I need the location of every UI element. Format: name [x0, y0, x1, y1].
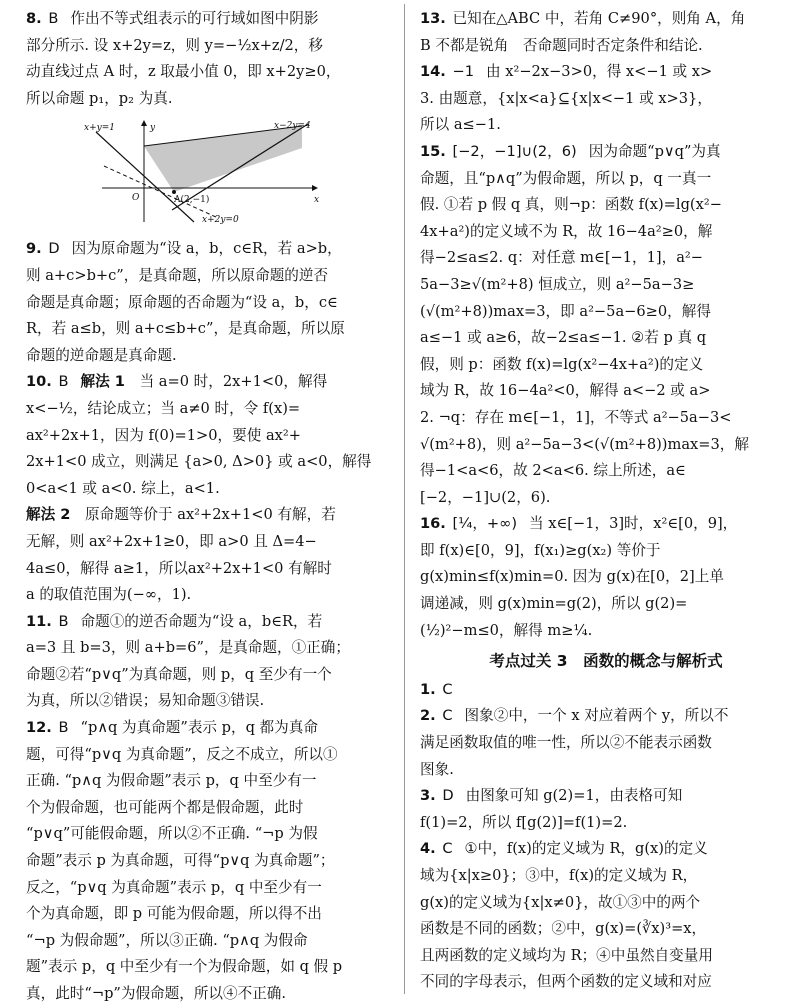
answer-12 [26, 715, 398, 1008]
q13-num: 13. [420, 10, 446, 27]
s4-line: ①中，f(x)的定义域为 R，g(x)的定义 [464, 840, 708, 858]
s3-line: f(1)=2，所以 f[g(2)]=f(1)=2. [420, 813, 628, 831]
label-x-plus-2y-eq-0: x+2y=0 [202, 215, 239, 226]
q15-num: 15. [420, 142, 446, 160]
q16-line: 调递减，则 g(x)min=g(2)，所以 g(2)= [420, 595, 688, 613]
q11-line: 命题②若“p∨q”为真命题，则 p，q 至少有一个 [26, 665, 332, 683]
label-point-a: A(2,−1) [174, 195, 210, 206]
q12-line: 题，可得“p∨q 为真命题”，反之不成立，所以① [26, 745, 338, 763]
answer-16 [420, 511, 790, 644]
q11-line: 为真，所以②错误；易知命题③错误. [26, 692, 265, 710]
q16-answer: [¼，+∞) [452, 515, 518, 533]
s2-answer: C [442, 707, 453, 725]
q9-line: R，若 a≤b，则 a+c≤b+c”，是真命题，所以原 [26, 320, 345, 338]
q12-line: 个为真命题，即 p 可能为假命题，所以得不出 [26, 905, 322, 923]
q15-line: 得−1<a<6，故 2<a<6. 综上所述，a∈ [420, 462, 686, 480]
answer-9 [26, 236, 398, 369]
q15-line: 2. ¬q：存在 m∈[−1，1]，不等式 a²−5a−3< [420, 408, 732, 426]
q10-line: ax²+2x+1，因为 f(0)=1>0，要使 ax²+ [26, 426, 301, 444]
answer-15 [420, 139, 790, 511]
s4-answer: C [442, 840, 453, 858]
answer-10 [26, 369, 398, 608]
q10-line: 0<a<1 或 a<0. 综上，a<1. [26, 479, 220, 497]
s1-answer: C [442, 680, 453, 698]
q11-num: 11. [26, 612, 52, 630]
answer-8 [26, 6, 398, 112]
q13-line: B 不都是锐角 否命题同时否定条件和结论. [420, 36, 703, 54]
q8-line: 动直线过点 A 时，z 取最小值 0，即 x+2y≥0， [26, 63, 341, 81]
label-x-plus-y-eq-1: x+y=1 [84, 123, 115, 134]
answer-11 [26, 609, 398, 715]
s2-num: 2. [420, 707, 436, 725]
q15-line: 假，则 p：函数 f(x)=lg(x²−4x+a²)的定义 [420, 355, 704, 373]
q16-num: 16. [420, 515, 446, 533]
q15-line: 域为 R，故 16−4a²<0，解得 a<−2 或 a> [420, 382, 711, 400]
q15-answer: [−2，−1]∪(2，6) [452, 142, 577, 160]
q10-line2: 原命题等价于 ax²+2x+1<0 有解，若 [85, 506, 336, 524]
q10-line2: a 的取值范围为(−∞，1). [26, 586, 192, 604]
q15-line: a≤−1 或 a≥6，故−2≤a≤−1. ②若 p 真 q [420, 329, 707, 347]
answer-14 [420, 59, 790, 139]
s2-line: 满足函数取值的唯一性，所以②不能表示函数 [420, 734, 712, 752]
label-origin: O [132, 193, 140, 204]
q11-answer: B [58, 612, 69, 630]
q15-line: [−2，−1]∪(2，6). [420, 488, 551, 506]
q12-line: 个为假命题，也可能两个都是假命题，此时 [26, 798, 304, 816]
q9-answer: D [48, 240, 60, 258]
q8-num: 8. [26, 10, 42, 27]
feasible-region-figure [82, 118, 382, 226]
q10-line: x<−½，结论成立；当 a≠0 时，令 f(x)= [26, 399, 301, 417]
q9-num: 9. [26, 240, 42, 258]
q9-line: 则 a+c>b+c”，是真命题，所以原命题的逆否 [26, 266, 329, 284]
s2-line: 图象. [420, 760, 454, 778]
answer-13 [420, 6, 790, 59]
s4-num: 4. [420, 840, 436, 858]
s1-num: 1. [420, 680, 436, 698]
q16-line: (½)²−m≤0，解得 m≥¼. [420, 621, 593, 639]
q11-line: a=3 且 b=3，则 a+b=6”，是真命题，①正确； [26, 639, 350, 657]
q15-line: 命题，且“p∧q”为假命题，所以 p，q 一真一 [420, 169, 712, 187]
q13-line: 已知在△ABC 中，若角 C≠90°，则角 A，角 [452, 10, 746, 27]
left-column [26, 6, 398, 1008]
q12-answer: B [58, 719, 69, 737]
s4-line: 不同的字母表示，但两个函数的定义域和对应 [420, 973, 712, 991]
s3-line: 由图象可知 g(2)=1，由表格可知 [465, 787, 683, 805]
q11-line: 命题①的逆否命题为“设 a，b∈R，若 [80, 612, 323, 630]
label-x-axis: x [314, 195, 320, 206]
label-y-axis: y [150, 123, 156, 134]
q12-line: 真，此时“¬p”为假命题，所以④不正确. [26, 985, 287, 1002]
column-divider [404, 4, 405, 994]
q8-line: 作出不等式组表示的可行域如图中阴影 [70, 10, 319, 27]
point-a [172, 190, 176, 194]
q12-num: 12. [26, 719, 52, 737]
q12-line: 正确. “p∧q 为假命题”表示 p，q 中至少有一 [26, 772, 317, 790]
q10-line: 当 a=0 时，2x+1<0，解得 [139, 373, 328, 391]
q10-method2: 解法 2 [26, 506, 71, 524]
y-axis-arrow [141, 120, 147, 126]
coordinate-plot [82, 118, 382, 226]
q10-num: 10. [26, 373, 52, 391]
q15-line: 假. ①若 p 假 q 真，则¬p：函数 f(x)=lg(x²− [420, 196, 722, 214]
q15-line: 因为命题“p∨q”为真 [588, 142, 721, 160]
s4-line: 函数是不同的函数；②中，g(x)=(∛x)³=x， [420, 920, 707, 938]
q10-line2: 4a≤0，解得 a≥1，所以ax²+2x+1<0 有解时 [26, 559, 332, 577]
answer-s1 [420, 677, 790, 704]
q15-line: 5a−3≥√(m²+8) 恒成立，则 a²−5a−3≥ [420, 275, 695, 293]
q14-answer: −1 [452, 63, 475, 81]
s2-line: 图象②中，一个 x 对应着两个 y，所以不 [464, 707, 729, 725]
q10-answer: B [58, 373, 69, 391]
s3-num: 3. [420, 787, 436, 805]
label-x-minus-2y-eq-4: x−2y=4 [274, 121, 311, 132]
q16-line: 即 f(x)∈[0，9]，f(x₁)≥g(x₂) 等价于 [420, 541, 661, 559]
q16-line: 当 x∈[−1，3]时，x²∈[0，9]， [529, 515, 738, 533]
q8-answer: B [48, 10, 59, 27]
q10-line2: 无解，则 ax²+2x+1≥0，即 a>0 且 Δ=4− [26, 532, 317, 550]
q8-line: 部分所示. 设 x+2y=z，则 y=−½x+z/2，移 [26, 36, 323, 54]
section-title: 考点过关 3 函数的概念与解析式 [489, 652, 723, 671]
q16-line: g(x)min≤f(x)min=0. 因为 g(x)在[0，2]上单 [420, 568, 724, 586]
s4-line: 域为{x|x≥0}；③中，f(x)的定义域为 R， [420, 867, 698, 884]
q8-line: 所以命题 p₁，p₂ 为真. [26, 89, 173, 107]
q15-line: √(m²+8)，则 a²−5a−3<(√(m²+8))max=3，解 [420, 435, 749, 453]
q12-line: “¬p 为假命题”，所以③正确. “p∧q 为假命 [26, 931, 308, 949]
q12-line: “p∧q 为真命题”表示 p，q 都为真命 [80, 719, 318, 737]
q12-line: 反之，“p∨q 为真命题”表示 p，q 中至少有一 [26, 878, 322, 896]
q14-line: 3. 由题意，{x|x<a}⊆{x|x<−1 或 x>3}， [420, 89, 712, 107]
answer-s4 [420, 836, 790, 996]
s4-line: g(x)的定义域为{x|x≠0}，故①③中的两个 [420, 893, 701, 911]
s4-line: 且两函数的定义域均为 R；④中虽然自变量用 [420, 946, 713, 964]
q15-line: (√(m²+8))max=3，即 a²−5a−6≥0，解得 [420, 302, 711, 320]
q14-line: 由 x²−2x−3>0，得 x<−1 或 x> [486, 63, 713, 81]
answer-s3 [420, 783, 790, 836]
q10-method1: 解法 1 [80, 373, 125, 391]
q9-line: 因为原命题为“设 a，b，c∈R，若 a>b， [71, 240, 342, 258]
q9-line: 命题是真命题；原命题的否命题为“设 a，b，c∈ [26, 293, 338, 311]
q12-line: “p∨q”可能假命题，所以②不正确. “¬p 为假 [26, 825, 318, 843]
q14-line: 所以 a≤−1. [420, 116, 501, 134]
q12-line: 题”表示 p，q 中至少有一个为假命题，如 q 假 p [26, 958, 343, 976]
q9-line: 命题的逆命题是真命题. [26, 346, 177, 364]
q10-line: 2x+1<0 成立，则满足 {a>0, Δ>0} 或 a<0，解得 [26, 453, 372, 471]
q15-line: 得−2≤a≤2. q：对任意 m∈[−1，1]，a²− [420, 249, 703, 267]
s3-answer: D [442, 787, 454, 805]
q14-num: 14. [420, 63, 446, 81]
right-column [420, 6, 790, 996]
x-axis-arrow [312, 185, 318, 191]
q12-line: 命题”表示 p 为真命题，可得“p∨q 为真命题”； [26, 852, 335, 870]
q15-line: 4x+a²)的定义域不为 R，故 16−4a²≥0，解 [420, 222, 713, 240]
answer-s2 [420, 703, 790, 783]
